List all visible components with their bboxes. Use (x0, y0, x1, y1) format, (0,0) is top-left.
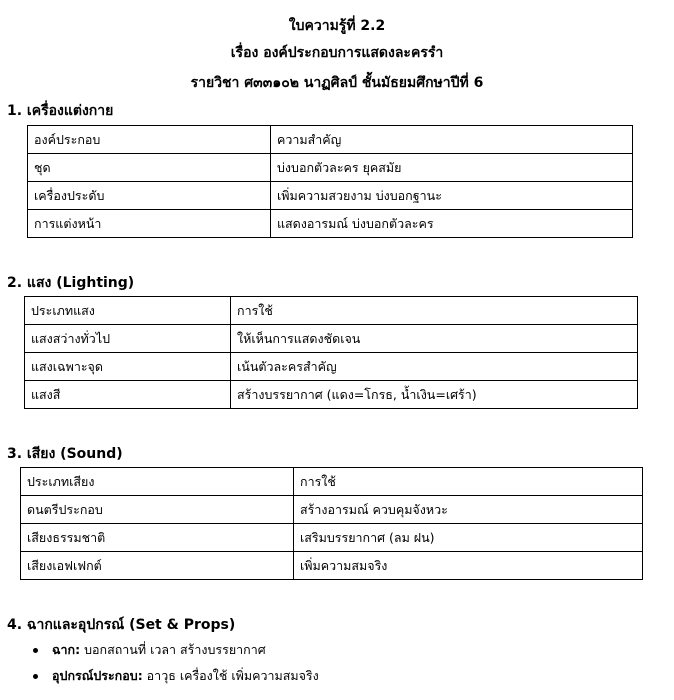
table-row (21, 524, 643, 552)
table-header-cell: ประเภทเสียง (21, 468, 294, 496)
table-row (25, 353, 638, 381)
table-cell: แสงสี (25, 381, 231, 409)
table-row (21, 552, 643, 580)
table-cell: แสดงอารมณ์ บ่งบอกตัวละคร (271, 210, 633, 238)
table-cell: สร้างบรรยากาศ (แดง=โกรธ, น้ำเงิน=เศร้า) (231, 381, 638, 409)
document-subtitle: เรื่อง องค์ประกอบการแสดงละครรำ (230, 45, 444, 61)
table-row (28, 210, 633, 238)
sound-table (20, 467, 643, 580)
table-cell: เสียงเอฟเฟกต์ (21, 552, 294, 580)
table-row (28, 154, 633, 182)
table-cell: เสียงธรรมชาติ (21, 524, 294, 552)
table-header-row (25, 297, 638, 325)
table-header-row (21, 468, 643, 496)
table-cell: ชุด (28, 154, 271, 182)
costume-table (27, 125, 633, 238)
table-header-row (28, 126, 633, 154)
bullet-label: ฉาก: (52, 642, 81, 657)
table-row (21, 496, 643, 524)
table-header-cell: ประเภทแสง (25, 297, 231, 325)
table-cell: เพิ่มความสมจริง (294, 552, 643, 580)
section-heading-lighting: 2. แสง (Lighting) (7, 275, 135, 291)
course-line: รายวิชา ศ๓๓๑๐๒ นาฏศิลป์ ชั้นมัธยมศึกษาปีที่ 6 (190, 75, 484, 91)
table-header-cell: องค์ประกอบ (28, 126, 271, 154)
table-cell: ให้เห็นการแสดงชัดเจน (231, 325, 638, 353)
table-cell: สร้างอารมณ์ ควบคุมจังหวะ (294, 496, 643, 524)
bullet-text: บอกสถานที่ เวลา สร้างบรรยากาศ (80, 642, 266, 657)
table-cell: แสงเฉพาะจุด (25, 353, 231, 381)
table-row (25, 381, 638, 409)
table-cell: การแต่งหน้า (28, 210, 271, 238)
section-heading-sound: 3. เสียง (Sound) (7, 446, 123, 462)
table-header-cell: การใช้ (231, 297, 638, 325)
document-title: ใบความรู้ที่ 2.2 (288, 18, 386, 34)
bullet-label: อุปกรณ์ประกอบ: (52, 668, 143, 683)
set-props-list (30, 637, 319, 689)
table-header-cell: ความสำคัญ (271, 126, 633, 154)
list-item (30, 637, 319, 663)
table-header-cell: การใช้ (294, 468, 643, 496)
bullet-text: อาวุธ เครื่องใช้ เพิ่มความสมจริง (142, 668, 319, 683)
section-heading-costume: 1. เครื่องแต่งกาย (7, 103, 114, 119)
table-cell: เครื่องประดับ (28, 182, 271, 210)
table-row (25, 325, 638, 353)
section-heading-set-props: 4. ฉากและอุปกรณ์ (Set & Props) (7, 617, 236, 633)
table-cell: เพิ่มความสวยงาม บ่งบอกฐานะ (271, 182, 633, 210)
table-cell: ดนตรีประกอบ (21, 496, 294, 524)
table-cell: เสริมบรรยากาศ (ลม ฝน) (294, 524, 643, 552)
list-item (30, 663, 319, 689)
table-row (28, 182, 633, 210)
table-cell: บ่งบอกตัวละคร ยุคสมัย (271, 154, 633, 182)
table-cell: เน้นตัวละครสำคัญ (231, 353, 638, 381)
table-cell: แสงสว่างทั่วไป (25, 325, 231, 353)
lighting-table (24, 296, 638, 409)
